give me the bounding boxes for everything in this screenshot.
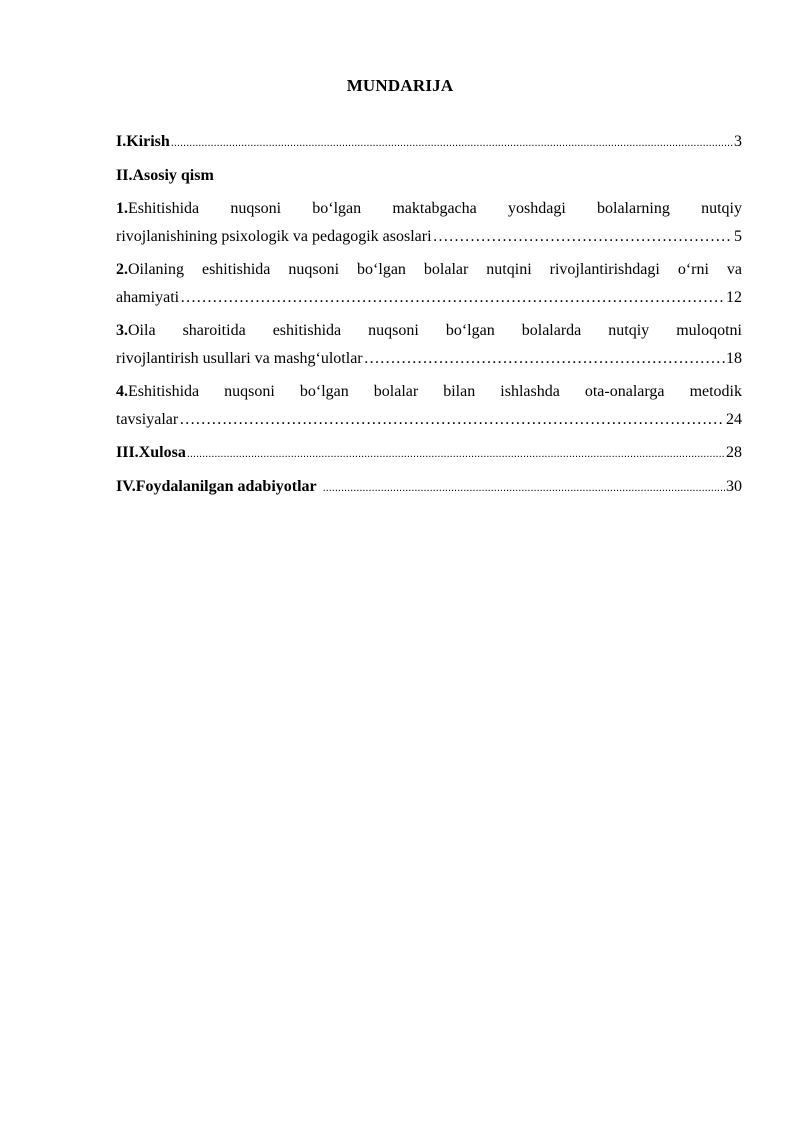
table-of-contents [116,128,742,507]
dot-leader [171,128,733,157]
toc-entry-label: Eshitishida nuqsoni bo‘lgan bolalar bilan ishlashda ota-onalarga metodik [128,383,742,400]
toc-entry-number: I. [116,133,127,150]
toc-entry-asosiy-qism[interactable] [116,162,742,190]
toc-entry-label: Xulosa [138,444,186,461]
page-title: MUNDARIJA [346,76,454,95]
toc-page-number: 28 [726,444,742,461]
toc-entry-label: Oilaning eshitishida nuqsoni bo‘lgan bolalar nutqini rivojlantirishdagi o‘rni va [128,261,742,278]
dot-leader [180,284,725,312]
toc-entry-second-line [116,345,742,373]
toc-entry-second-line [116,284,742,312]
dot-leader [179,406,725,434]
toc-entry-first-line [116,256,742,284]
toc-page-number: 12 [726,289,742,306]
toc-entry-label: Oila sharoitida eshitishida nuqsoni bo‘lgan bolalarda nutqiy muloqotni [128,322,742,339]
toc-entry-number: 4. [116,383,128,400]
dot-leader [364,345,725,373]
dot-leader [433,223,733,251]
toc-page-number: 5 [734,228,742,245]
toc-entry-number: 1. [116,200,128,217]
toc-entry-label-continued: rivojlantirish usullari va mashg‘ulotlar [116,350,363,367]
toc-entry-number: 2. [116,261,128,278]
dot-leader [187,439,725,468]
toc-entry-second-line [116,223,742,251]
toc-entry-3[interactable] [116,317,742,373]
toc-entry-1[interactable] [116,195,742,251]
toc-entry-first-line [116,317,742,345]
toc-entry-label: Eshitishida nuqsoni bo‘lgan maktabgacha yoshdagi bolalarning nutqiy [128,200,742,217]
toc-entry-kirish[interactable] [116,128,742,157]
toc-entry-number: III. [116,444,139,461]
toc-page-number: 18 [726,350,742,367]
toc-page-number: 30 [726,478,742,495]
toc-entry-number: IV. [116,478,136,495]
toc-entry-first-line [116,195,742,223]
toc-entry-first-line [116,378,742,406]
toc-page-number: 3 [734,133,742,150]
toc-entry-label: Foydalanilgan adabiyotlar [135,478,317,495]
toc-entry-second-line [116,406,742,434]
toc-entry-label-continued: rivojlanishining psixologik va pedagogik asoslari [116,228,432,245]
toc-entry-adabiyotlar[interactable] [116,473,742,502]
toc-entry-label: Asosiy qism [132,167,214,184]
toc-entry-xulosa[interactable] [116,439,742,468]
toc-entry-label: Kirish [126,133,170,150]
dot-leader [323,473,725,502]
toc-entry-label-continued: tavsiyalar [116,411,179,428]
toc-entry-4[interactable] [116,378,742,434]
toc-entry-2[interactable] [116,256,742,312]
toc-entry-number: 3. [116,322,128,339]
toc-entry-label-continued: ahamiyati [116,289,180,306]
toc-entry-number: II. [116,167,133,184]
toc-page-number: 24 [726,411,742,428]
